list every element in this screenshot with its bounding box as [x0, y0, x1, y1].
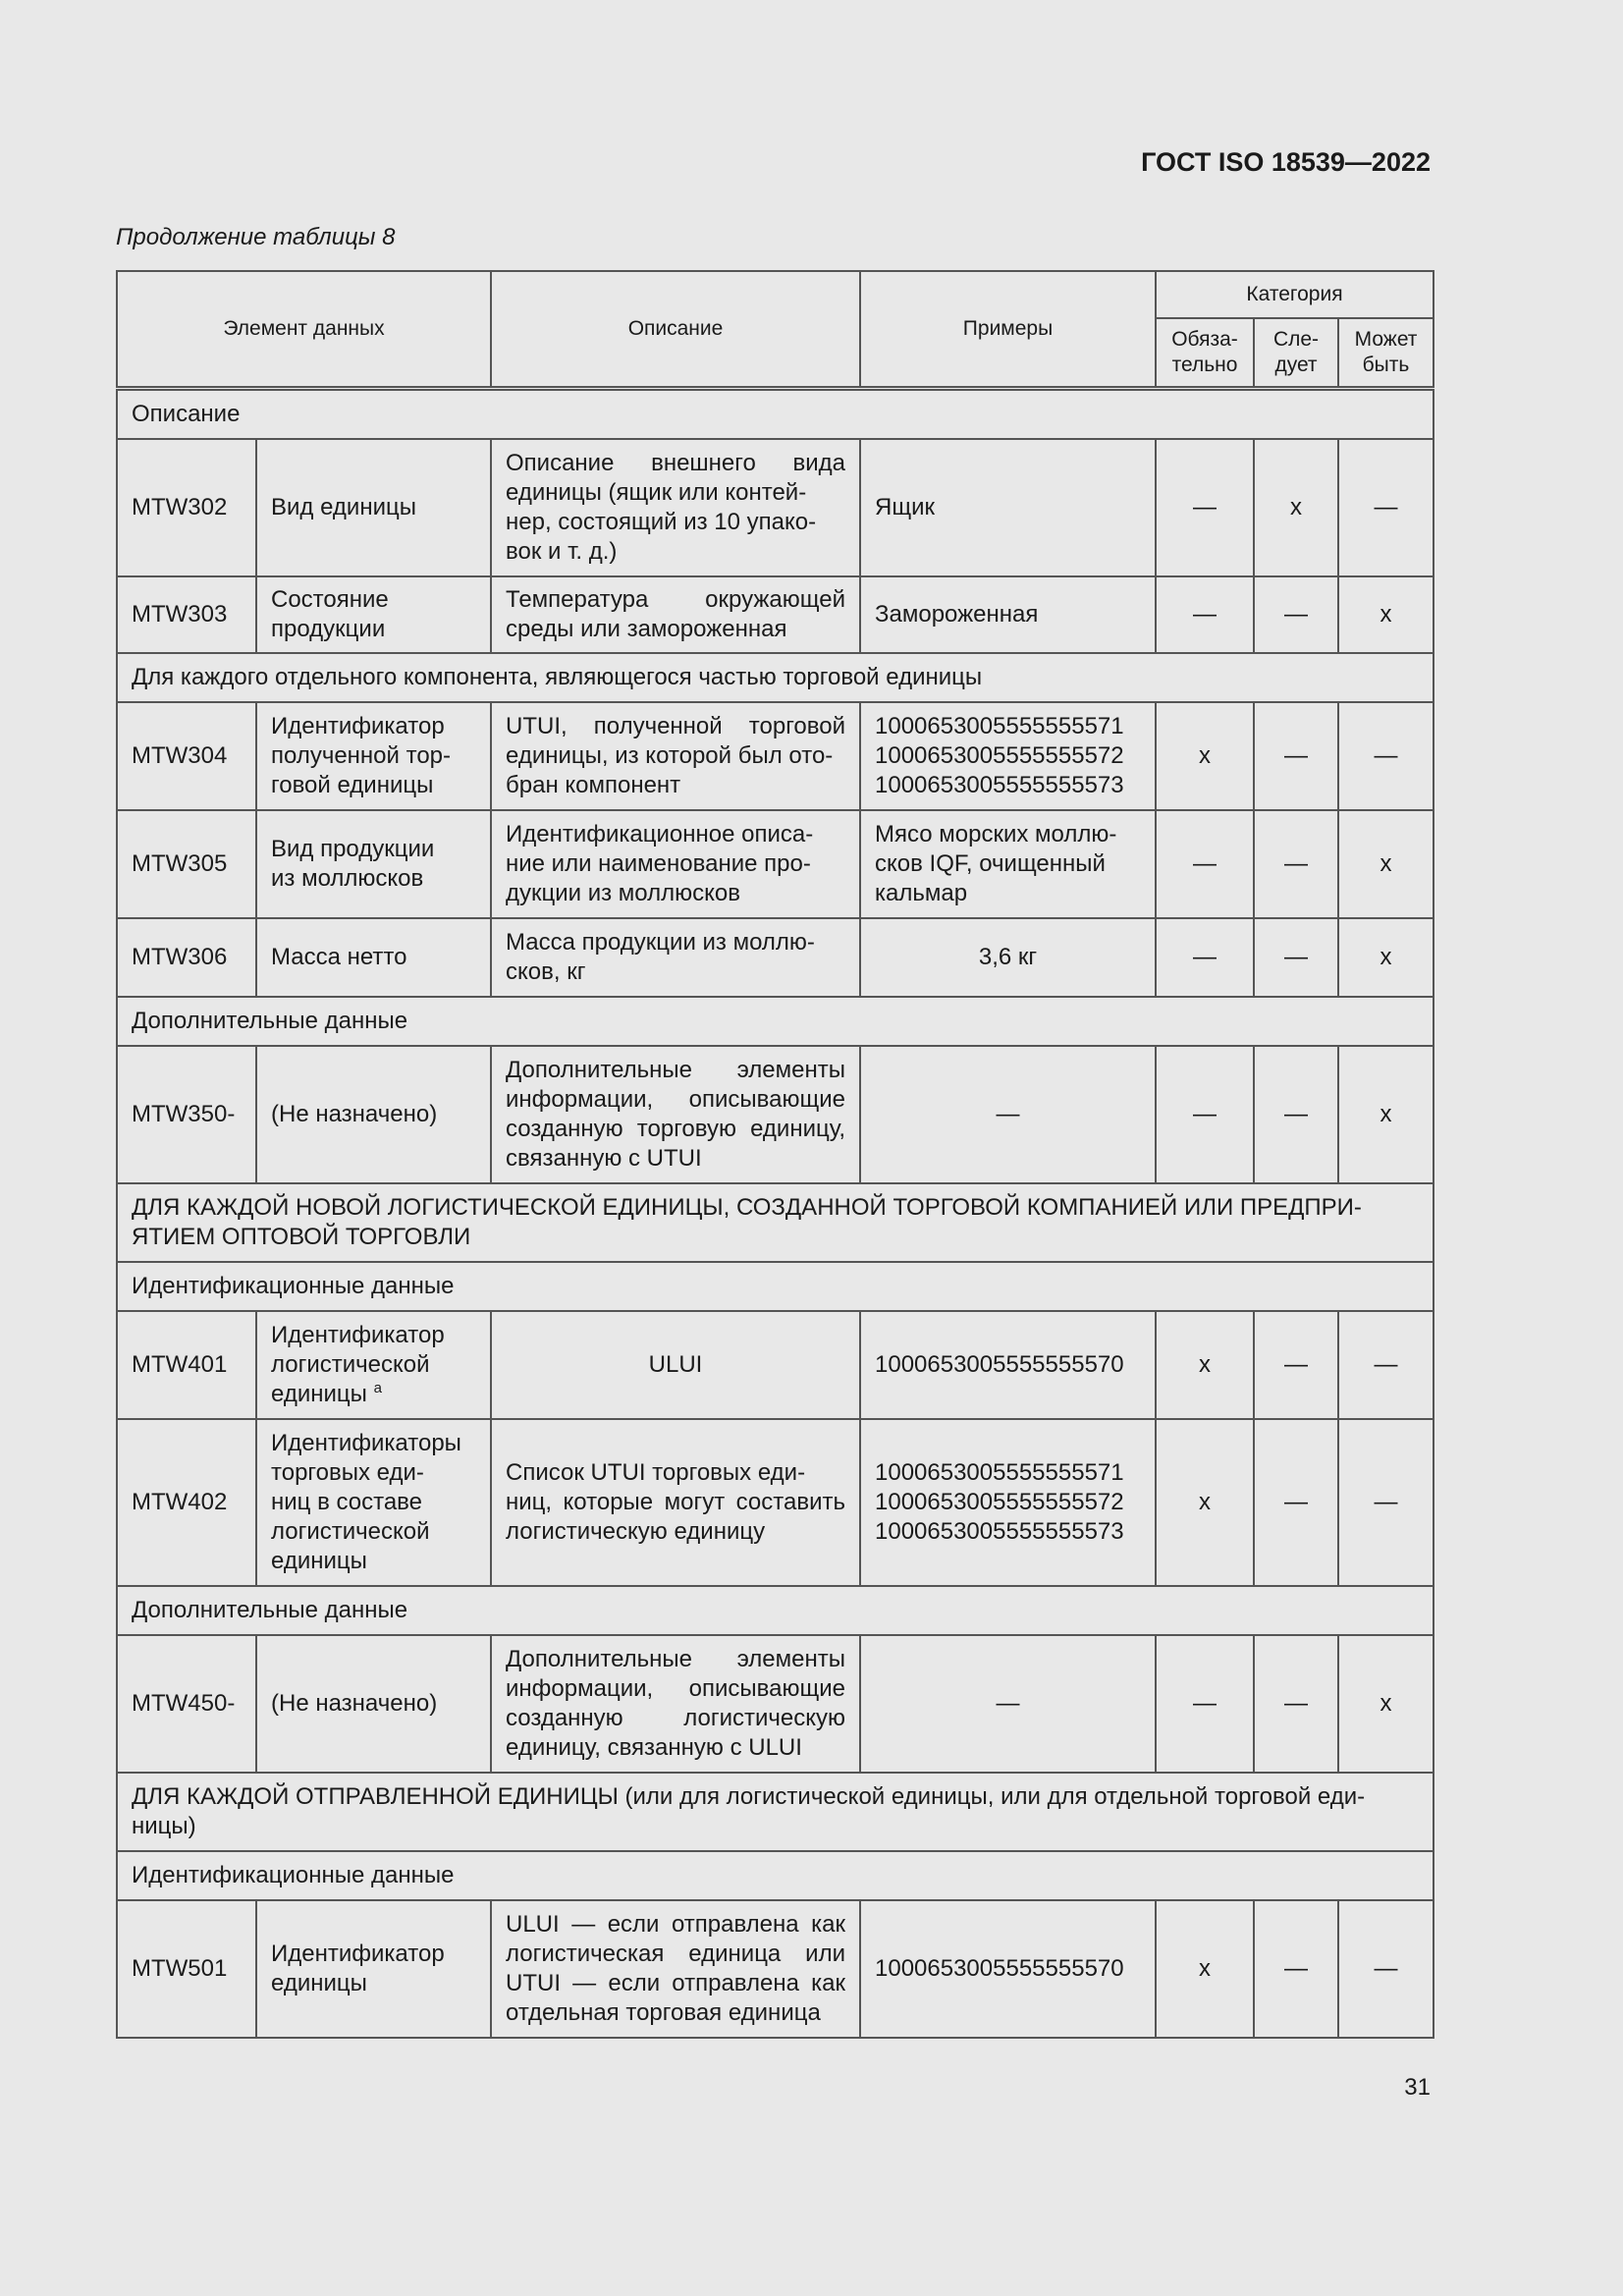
cell-should: — — [1254, 576, 1338, 653]
cell-description: Дополнительные элементы информации, описывающие созданную логистическую единицу, связанную с ULUI — [491, 1635, 860, 1773]
header-category: Категория — [1156, 271, 1434, 318]
cell-mandatory: x — [1156, 1311, 1254, 1419]
cell-examples: Ящик — [860, 439, 1156, 576]
cell-description: Описание внешнего вида единицы (ящик или контей- нер, состоящий из 10 упако- вок и т. д.) — [491, 439, 860, 576]
cell-may: x — [1338, 918, 1434, 997]
cell-should: — — [1254, 1635, 1338, 1773]
cell-examples: 1000653005555555571 1000653005555555572 1000653005555555573 — [860, 1419, 1156, 1586]
cell-examples: 1000653005555555570 — [860, 1311, 1156, 1419]
data-table — [116, 270, 1434, 2039]
table-row — [117, 1419, 1434, 1586]
cell-code: MTW350- — [117, 1046, 256, 1183]
section-row — [117, 1262, 1434, 1311]
cell-may: x — [1338, 1046, 1434, 1183]
cell-may: — — [1338, 1419, 1434, 1586]
section-row — [117, 1773, 1434, 1851]
cell-mandatory: — — [1156, 918, 1254, 997]
table-row — [117, 1046, 1434, 1183]
cell-examples: 3,6 кг — [860, 918, 1156, 997]
cell-element: Вид единицы — [256, 439, 491, 576]
cell-mandatory: — — [1156, 439, 1254, 576]
cell-code: MTW302 — [117, 439, 256, 576]
cell-may: — — [1338, 1311, 1434, 1419]
cell-should: — — [1254, 702, 1338, 810]
cell-description: ULUI — [491, 1311, 860, 1419]
cell-mandatory: x — [1156, 1419, 1254, 1586]
cell-code: MTW450- — [117, 1635, 256, 1773]
element-text: Идентификатор логистической единицы — [271, 1322, 445, 1407]
cell-code: MTW305 — [117, 810, 256, 918]
cell-should: x — [1254, 439, 1338, 576]
table-body — [117, 389, 1434, 2039]
section-title: Идентификационные данные — [117, 1262, 1434, 1311]
cell-may: x — [1338, 576, 1434, 653]
cell-mandatory: x — [1156, 1900, 1254, 2038]
standard-header: ГОСТ ISO 18539—2022 — [1141, 147, 1431, 177]
cell-mandatory: — — [1156, 1635, 1254, 1773]
section-title: Для каждого отдельного компонента, являющегося частью торговой единицы — [117, 653, 1434, 702]
section-row — [117, 1851, 1434, 1900]
cell-description: Дополнительные элементы информации, описывающие созданную торговую единицу, связанную с UTUI — [491, 1046, 860, 1183]
cell-may: x — [1338, 810, 1434, 918]
cell-description: Идентификационное описа- ние или наименование про- дукции из моллюсков — [491, 810, 860, 918]
header-element: Элемент данных — [117, 271, 491, 389]
header-may: Может быть — [1338, 318, 1434, 389]
footnote-marker: a — [373, 1380, 382, 1396]
cell-element: Масса нетто — [256, 918, 491, 997]
cell-examples: 1000653005555555570 — [860, 1900, 1156, 2038]
cell-element: Вид продукции из моллюсков — [256, 810, 491, 918]
cell-code: MTW304 — [117, 702, 256, 810]
table-row — [117, 439, 1434, 576]
cell-element: Состояние продукции — [256, 576, 491, 653]
cell-description: ULUI — если отправлена как логистическая единица или UTUI — если отправлена как отдельная торговая единица — [491, 1900, 860, 2038]
cell-mandatory: — — [1156, 810, 1254, 918]
table-caption: Продолжение таблицы 8 — [116, 224, 396, 250]
section-row — [117, 1183, 1434, 1262]
table-row — [117, 1635, 1434, 1773]
cell-code: MTW303 — [117, 576, 256, 653]
section-title: Дополнительные данные — [117, 1586, 1434, 1635]
cell-code: MTW402 — [117, 1419, 256, 1586]
cell-may: x — [1338, 1635, 1434, 1773]
cell-element: Идентификатор полученной тор- говой единицы — [256, 702, 491, 810]
header-description: Описание — [491, 271, 860, 389]
table-row — [117, 576, 1434, 653]
cell-element: (Не назначено) — [256, 1046, 491, 1183]
section-row — [117, 1586, 1434, 1635]
section-title: ДЛЯ КАЖДОЙ ОТПРАВЛЕННОЙ ЕДИНИЦЫ (или для логистической единицы, или для отдельной торговой еди- ницы) — [117, 1773, 1434, 1851]
cell-code: MTW306 — [117, 918, 256, 997]
cell-may: — — [1338, 439, 1434, 576]
section-title: Дополнительные данные — [117, 997, 1434, 1046]
table-row — [117, 1900, 1434, 2038]
cell-may: — — [1338, 702, 1434, 810]
cell-should: — — [1254, 1046, 1338, 1183]
cell-description: Список UTUI торговых еди- ниц, которые могут составить логистическую единицу — [491, 1419, 860, 1586]
page-number: 31 — [1404, 2074, 1431, 2101]
cell-element: Идентификаторы торговых еди- ниц в составе логистической единицы — [256, 1419, 491, 1586]
cell-examples: — — [860, 1635, 1156, 1773]
cell-element: (Не назначено) — [256, 1635, 491, 1773]
table-row — [117, 702, 1434, 810]
cell-should: — — [1254, 1311, 1338, 1419]
section-title: ДЛЯ КАЖДОЙ НОВОЙ ЛОГИСТИЧЕСКОЙ ЕДИНИЦЫ, СОЗДАННОЙ ТОРГОВОЙ КОМПАНИЕЙ ИЛИ ПРЕДПРИ- ЯТИЕМ ОПТОВОЙ ТОРГОВЛИ — [117, 1183, 1434, 1262]
cell-should: — — [1254, 1419, 1338, 1586]
cell-examples: Замороженная — [860, 576, 1156, 653]
cell-examples: 1000653005555555571 1000653005555555572 1000653005555555573 — [860, 702, 1156, 810]
cell-examples: Мясо морских моллю- сков IQF, очищенный кальмар — [860, 810, 1156, 918]
table-row — [117, 1311, 1434, 1419]
section-row — [117, 389, 1434, 440]
cell-should: — — [1254, 918, 1338, 997]
header-examples: Примеры — [860, 271, 1156, 389]
section-row — [117, 997, 1434, 1046]
cell-code: MTW401 — [117, 1311, 256, 1419]
header-mandatory: Обяза- тельно — [1156, 318, 1254, 389]
header-should: Сле- дует — [1254, 318, 1338, 389]
cell-examples: — — [860, 1046, 1156, 1183]
cell-mandatory: x — [1156, 702, 1254, 810]
section-row — [117, 653, 1434, 702]
cell-should: — — [1254, 1900, 1338, 2038]
cell-element — [256, 1311, 491, 1419]
cell-element: Идентификатор единицы — [256, 1900, 491, 2038]
section-title: Описание — [117, 389, 1434, 440]
cell-should: — — [1254, 810, 1338, 918]
cell-description: UTUI, полученной торговой единицы, из которой был ото- бран компонент — [491, 702, 860, 810]
section-title: Идентификационные данные — [117, 1851, 1434, 1900]
table-row — [117, 810, 1434, 918]
table-row — [117, 918, 1434, 997]
cell-description: Масса продукции из моллю- сков, кг — [491, 918, 860, 997]
cell-may: — — [1338, 1900, 1434, 2038]
cell-code: MTW501 — [117, 1900, 256, 2038]
cell-mandatory: — — [1156, 1046, 1254, 1183]
cell-mandatory: — — [1156, 576, 1254, 653]
cell-description: Температура окружающей среды или замороженная — [491, 576, 860, 653]
